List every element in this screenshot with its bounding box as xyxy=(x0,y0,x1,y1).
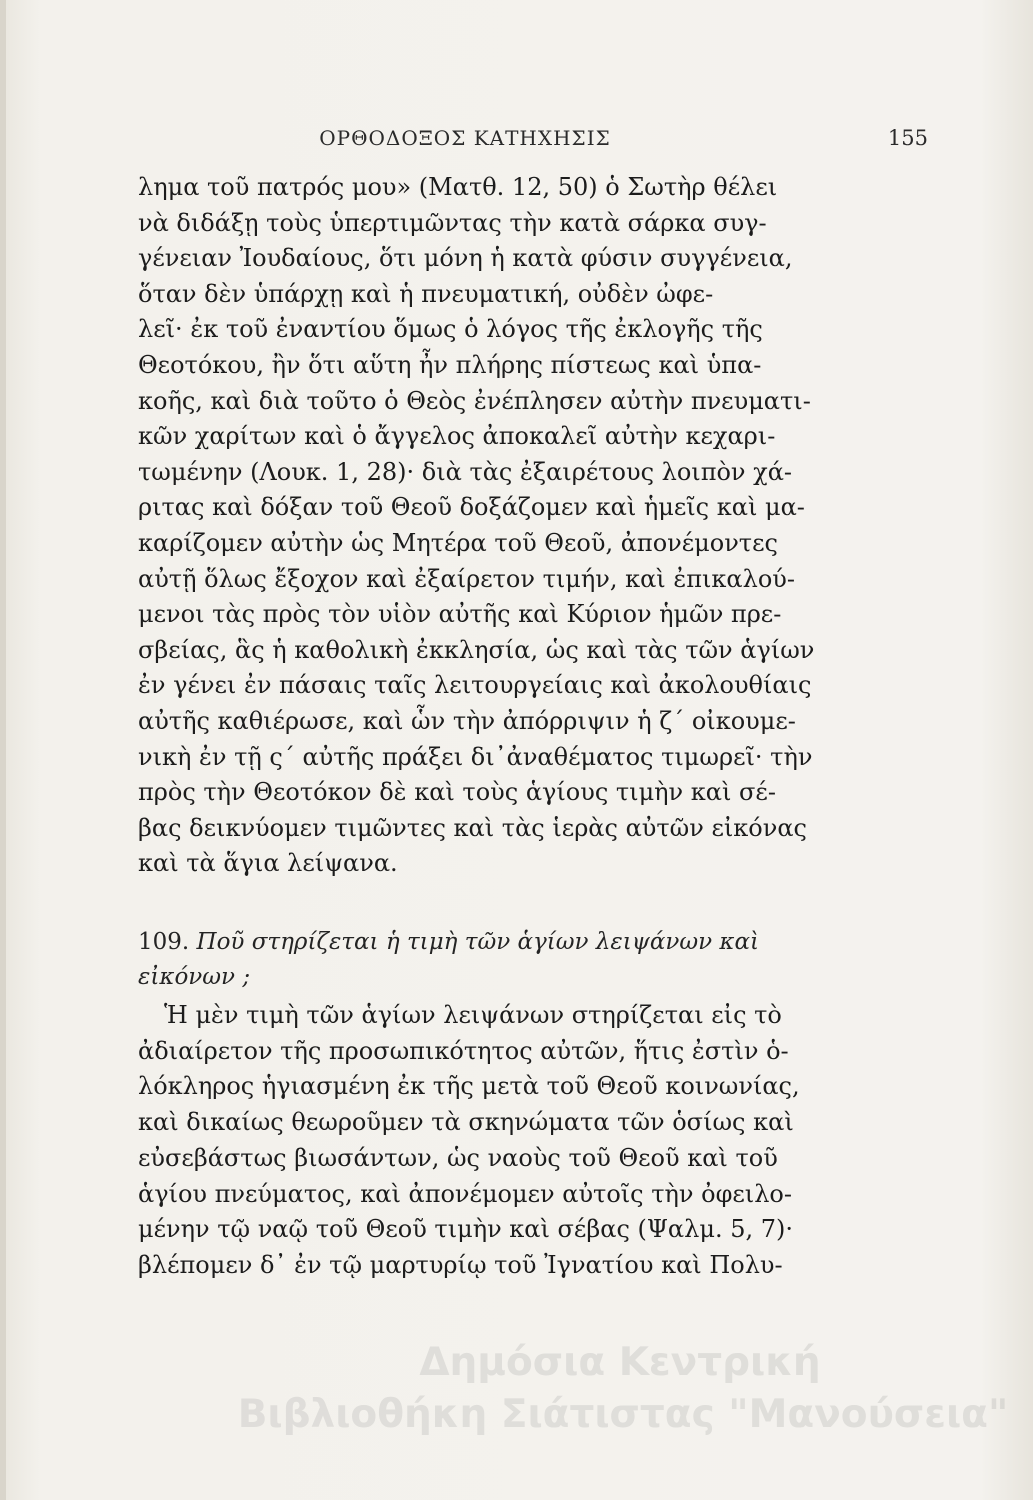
question-text: Ποῦ στηρίζεται ἡ τιμὴ τῶν ἁγίων λειψάνων καὶ xyxy=(196,929,760,955)
header-title: ΟΡΘΟΔΟΞΟΣ ΚΑΤΗΧΗΣΙΣ xyxy=(319,126,611,150)
text-line: Θεοτόκου, ἢν ὅτι αὕτη ἦν πλήρης πίστεως καὶ ὑπα- xyxy=(138,350,762,379)
question-line: εἰκόνων ; xyxy=(138,964,251,990)
question-line xyxy=(138,925,826,960)
text-line: κῶν χαρίτων καὶ ὁ ἄγγελος ἀποκαλεῖ αὐτὴν κεχαρι- xyxy=(138,422,776,451)
answer-line: λόκληρος ἡγιασμένη ἐκ τῆς μετὰ τοῦ Θεοῦ κοινωνίας, xyxy=(138,1072,800,1101)
text-line: νὰ διδάξῃ τοὺς ὑπερτιμῶντας τὴν κατὰ σάρκα συγ- xyxy=(138,208,767,237)
answer-line: εὐσεβάστως βιωσάντων, ὡς ναοὺς τοῦ Θεοῦ καὶ τοῦ xyxy=(138,1143,778,1172)
text-line: νικὴ ἐν τῇ ς΄ αὐτῆς πράξει δι᾽ἀναθέματος τιμωρεῖ· τὴν xyxy=(138,742,813,771)
answer-109 xyxy=(138,998,826,1284)
text-line: ὅταν δὲν ὑπάρχῃ καὶ ἡ πνευματική, οὐδὲν ὠφε- xyxy=(138,279,714,308)
answer-line: βλέπομεν δ᾽ ἐν τῷ μαρτυρίῳ τοῦ Ἰγνατίου καὶ Πολυ- xyxy=(138,1250,783,1279)
text-line: βας δεικνύομεν τιμῶντες καὶ τὰς ἱερὰς αὐτῶν εἰκόνας xyxy=(138,813,807,842)
text-line: ριτας καὶ δόξαν τοῦ Θεοῦ δοξάζομεν καὶ ἡμεῖς καὶ μα- xyxy=(138,493,805,522)
text-line: πρὸς τὴν Θεοτόκον δὲ καὶ τοὺς ἁγίους τιμὴν καὶ σέ- xyxy=(138,778,776,807)
text-line: καρίζομεν αὐτὴν ὡς Μητέρα τοῦ Θεοῦ, ἀπονέμοντες xyxy=(138,528,778,557)
text-line: αὐτῇ ὅλως ἔξοχον καὶ ἐξαίρετον τιμήν, καὶ ἐπικαλού- xyxy=(138,564,795,593)
answer-line: μένην τῷ ναῷ τοῦ Θεοῦ τιμὴν καὶ σέβας (Ψαλμ. 5, 7)· xyxy=(138,1215,793,1244)
question-number: 109. xyxy=(138,929,190,955)
text-line: τωμένην (Λουκ. 1, 28)· διὰ τὰς ἐξαιρέτους λοιπὸν χά- xyxy=(138,457,793,486)
answer-line: καὶ δικαίως θεωροῦμεν τὰ σκηνώματα τῶν ὁσίως καὶ xyxy=(138,1108,794,1137)
text-line: ἐν γένει ἐν πάσαις ταῖς λειτουργείαις καὶ ἀκολουθίαις xyxy=(138,671,812,700)
text-line: καὶ τὰ ἅγια λείψανα. xyxy=(138,849,398,878)
text-line: λεῖ· ἐκ τοῦ ἐναντίου ὅμως ὁ λόγος τῆς ἐκλογῆς τῆς xyxy=(138,315,763,344)
library-watermark-line1: Δημόσια Κεντρική xyxy=(419,1340,821,1385)
text-line: σβείας, ἃς ἡ καθολικὴ ἐκκλησία, ὡς καὶ τὰς τῶν ἁγίων xyxy=(138,635,815,664)
library-watermark-line2: Βιβλιοθήκη Σιάτιστας "Μανούσεια" xyxy=(237,1392,1009,1437)
paragraph-mary-veneration xyxy=(138,170,826,882)
running-header xyxy=(100,126,928,156)
question-109 xyxy=(138,925,826,995)
answer-line: Ἡ μὲν τιμὴ τῶν ἁγίων λειψάνων στηρίζεται εἰς τὸ xyxy=(164,1001,782,1029)
answer-line: ἀδιαίρετον τῆς προσωπικότητος αὐτῶν, ἥτις ἐστὶν ὁ- xyxy=(138,1036,789,1065)
text-line: κοῆς, καὶ διὰ τοῦτο ὁ Θεὸς ἐνέπλησεν αὐτὴν πνευματι- xyxy=(138,386,811,415)
text-line: αὐτῆς καθιέρωσε, καὶ ὧν τὴν ἀπόρριψιν ἡ ζ΄ οἰκουμε- xyxy=(138,706,796,735)
answer-line: ἁγίου πνεύματος, καὶ ἀπονέμομεν αὐτοῖς τὴν ὀφειλο- xyxy=(138,1179,792,1208)
text-line: λημα τοῦ πατρός μου» (Ματθ. 12, 50) ὁ Σωτὴρ θέλει xyxy=(138,173,778,201)
text-line: γένειαν Ἰουδαίους, ὅτι μόνη ἡ κατὰ φύσιν συγγένεια, xyxy=(138,244,793,273)
page-edge-shadow xyxy=(0,0,6,1500)
text-line: μενοι τὰς πρὸς τὸν υἱὸν αὐτῆς καὶ Κύριον ἡμῶν πρε- xyxy=(138,600,782,629)
page-number: 155 xyxy=(887,126,928,150)
